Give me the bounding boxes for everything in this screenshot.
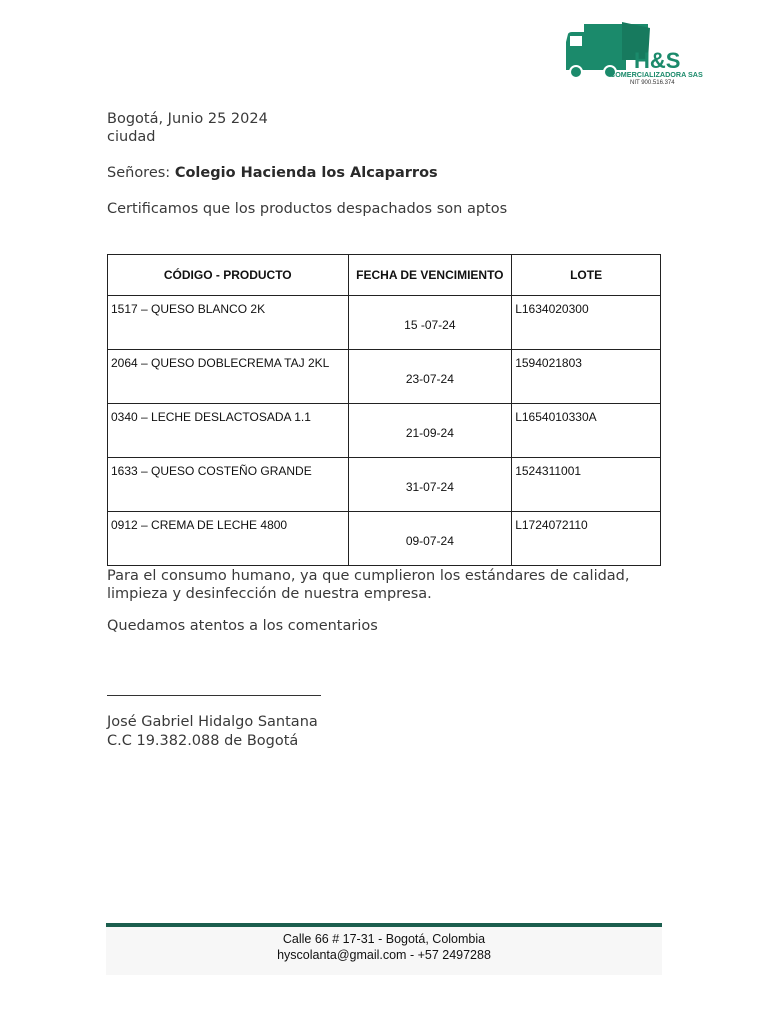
product-cell: 2064 – QUESO DOBLECREMA TAJ 2KL — [108, 350, 349, 404]
header-product: CÓDIGO - PRODUCTO — [108, 255, 349, 296]
logo-brand: H&S — [634, 48, 681, 73]
product-cell: 0912 – CREMA DE LECHE 4800 — [108, 512, 349, 566]
body-paragraph-line-2: limpieza y desinfección de nuestra empresa. — [107, 586, 432, 602]
recipient-name: Colegio Hacienda los Alcaparros — [174, 165, 438, 181]
products-table — [107, 254, 661, 566]
expiry-cell: 21-09-24 — [348, 404, 512, 458]
lot-cell: 1594021803 — [512, 350, 661, 404]
product-cell: 1633 – QUESO COSTEÑO GRANDE — [108, 458, 349, 512]
product-cell: 0340 – LECHE DESLACTOSADA 1.1 — [108, 404, 349, 458]
lot-cell: 1524311001 — [512, 458, 661, 512]
logo-subtitle: COMERCIALIZADORA SAS — [610, 70, 703, 79]
expiry-cell: 15 -07-24 — [348, 296, 512, 350]
company-logo — [562, 20, 703, 86]
table-header-row — [108, 255, 661, 296]
expiry-cell: 23-07-24 — [348, 350, 512, 404]
closing-text: Quedamos atentos a los comentarios — [107, 618, 378, 634]
table-row — [108, 512, 661, 566]
lot-cell: L1724072110 — [512, 512, 661, 566]
table-row — [108, 350, 661, 404]
recipient-prefix: Señores: — [107, 165, 171, 181]
expiry-cell: 31-07-24 — [348, 458, 512, 512]
date-line: Bogotá, Junio 25 2024 — [107, 111, 268, 127]
table-row — [108, 296, 661, 350]
signer-id: C.C 19.382.088 de Bogotá — [107, 733, 299, 749]
table-row — [108, 458, 661, 512]
body-paragraph-line-1: Para el consumo humano, ya que cumplieron los estándares de calidad, — [107, 568, 630, 584]
expiry-cell: 09-07-24 — [348, 512, 512, 566]
signer-name: José Gabriel Hidalgo Santana — [107, 714, 318, 730]
signature-line — [107, 695, 321, 696]
lot-cell: L1634020300 — [512, 296, 661, 350]
product-cell: 1517 – QUESO BLANCO 2K — [108, 296, 349, 350]
intro-text: Certificamos que los productos despachados son aptos — [107, 201, 508, 217]
recipient-line — [107, 164, 438, 182]
header-expiry: FECHA DE VENCIMIENTO — [348, 255, 512, 296]
table-row — [108, 404, 661, 458]
city-line: ciudad — [107, 129, 156, 145]
truck-logo-icon — [562, 20, 703, 86]
logo-nit: NIT 900.516.374 — [630, 80, 675, 86]
footer-contact: hyscolanta@gmail.com - +57 2497288 — [277, 948, 491, 962]
header-lot: LOTE — [512, 255, 661, 296]
footer-address: Calle 66 # 17-31 - Bogotá, Colombia — [282, 932, 486, 946]
lot-cell: L1654010330A — [512, 404, 661, 458]
